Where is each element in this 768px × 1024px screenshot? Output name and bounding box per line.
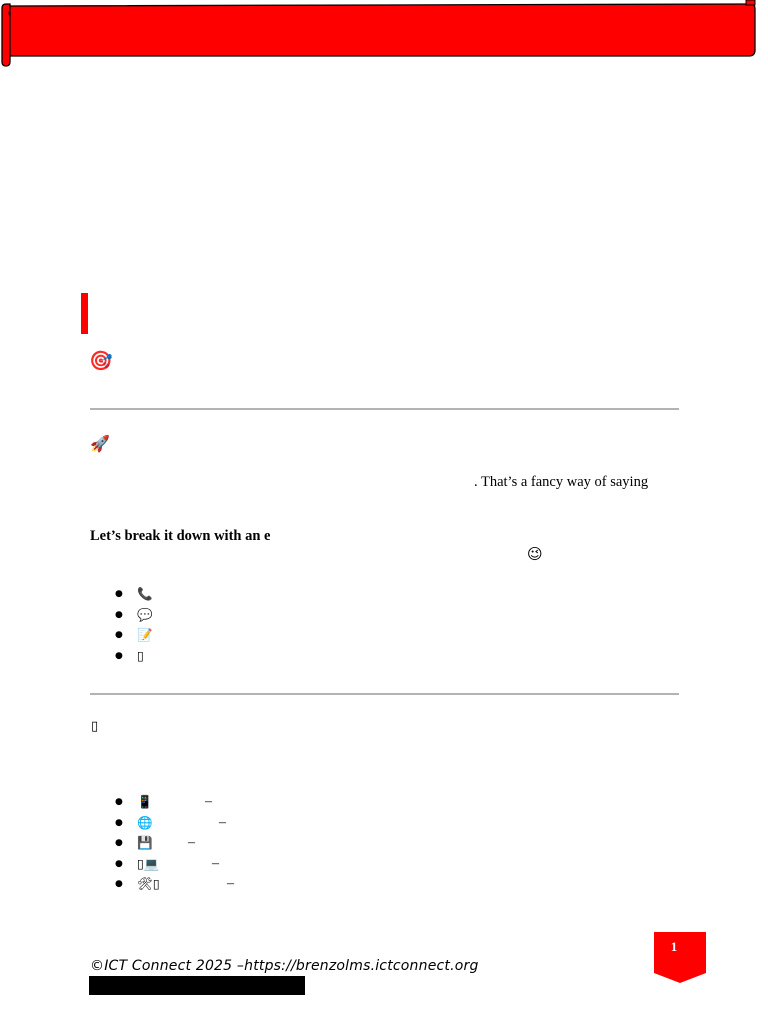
list-item — [115, 792, 365, 813]
intro-line-fragment: . That’s a fancy way of saying — [474, 474, 649, 490]
bullet-dot: ● — [115, 589, 123, 599]
divider — [90, 693, 679, 695]
bullet-dot: ● — [115, 630, 123, 640]
redaction-bar — [89, 976, 305, 995]
list-item — [115, 874, 365, 895]
phone-icon: 📞 — [137, 586, 153, 601]
dash: – — [219, 814, 226, 830]
example-lead: Let’s break it down with an e — [90, 528, 271, 544]
bullet-dot: ● — [115, 650, 123, 661]
desktop-laptop-icon: ▯💻 — [137, 855, 160, 871]
bullet-dot: ● — [115, 838, 123, 848]
footer-copyright: ©ICT Connect 2025 –https://brenzolms.ictconnect.org — [90, 958, 479, 974]
list-item — [115, 625, 315, 646]
page-number: 1 — [670, 939, 678, 954]
missing-glyph-icon: ▯ — [137, 647, 144, 663]
dash: – — [188, 835, 195, 850]
list-item — [115, 813, 365, 834]
tools-icon: 🛠▯ — [137, 876, 160, 891]
divider — [90, 408, 679, 410]
bullet-dot: ● — [115, 797, 123, 807]
bullet-list-channels — [115, 584, 315, 666]
list-item — [115, 646, 315, 667]
dash: – — [227, 876, 234, 891]
bullet-dot: ● — [115, 858, 123, 869]
list-item — [115, 854, 365, 875]
missing-glyph-icon: ▯ — [91, 719, 99, 734]
dash: – — [205, 794, 212, 809]
globe-icon: 🌐 — [137, 814, 153, 830]
header-banner — [0, 0, 768, 70]
list-item — [115, 584, 315, 605]
bullet-dot: ● — [115, 817, 123, 828]
bullet-list-devices — [115, 792, 365, 895]
mobile-phone-icon: 📱 — [137, 794, 153, 809]
dash: – — [212, 855, 219, 871]
rocket-icon: 🚀 — [90, 434, 110, 453]
bullet-dot: ● — [115, 609, 123, 620]
target-arrow-icon: 🎯 — [89, 350, 113, 372]
speech-bubble-icon: 💬 — [137, 606, 153, 622]
list-item — [115, 833, 365, 854]
list-item — [115, 605, 315, 626]
section-heading-accent — [81, 293, 88, 334]
memo-icon: 📝 — [137, 627, 153, 642]
floppy-disk-icon: 💾 — [137, 835, 153, 850]
bullet-dot: ● — [115, 879, 123, 889]
wink-face-icon: 😉 — [527, 545, 543, 563]
